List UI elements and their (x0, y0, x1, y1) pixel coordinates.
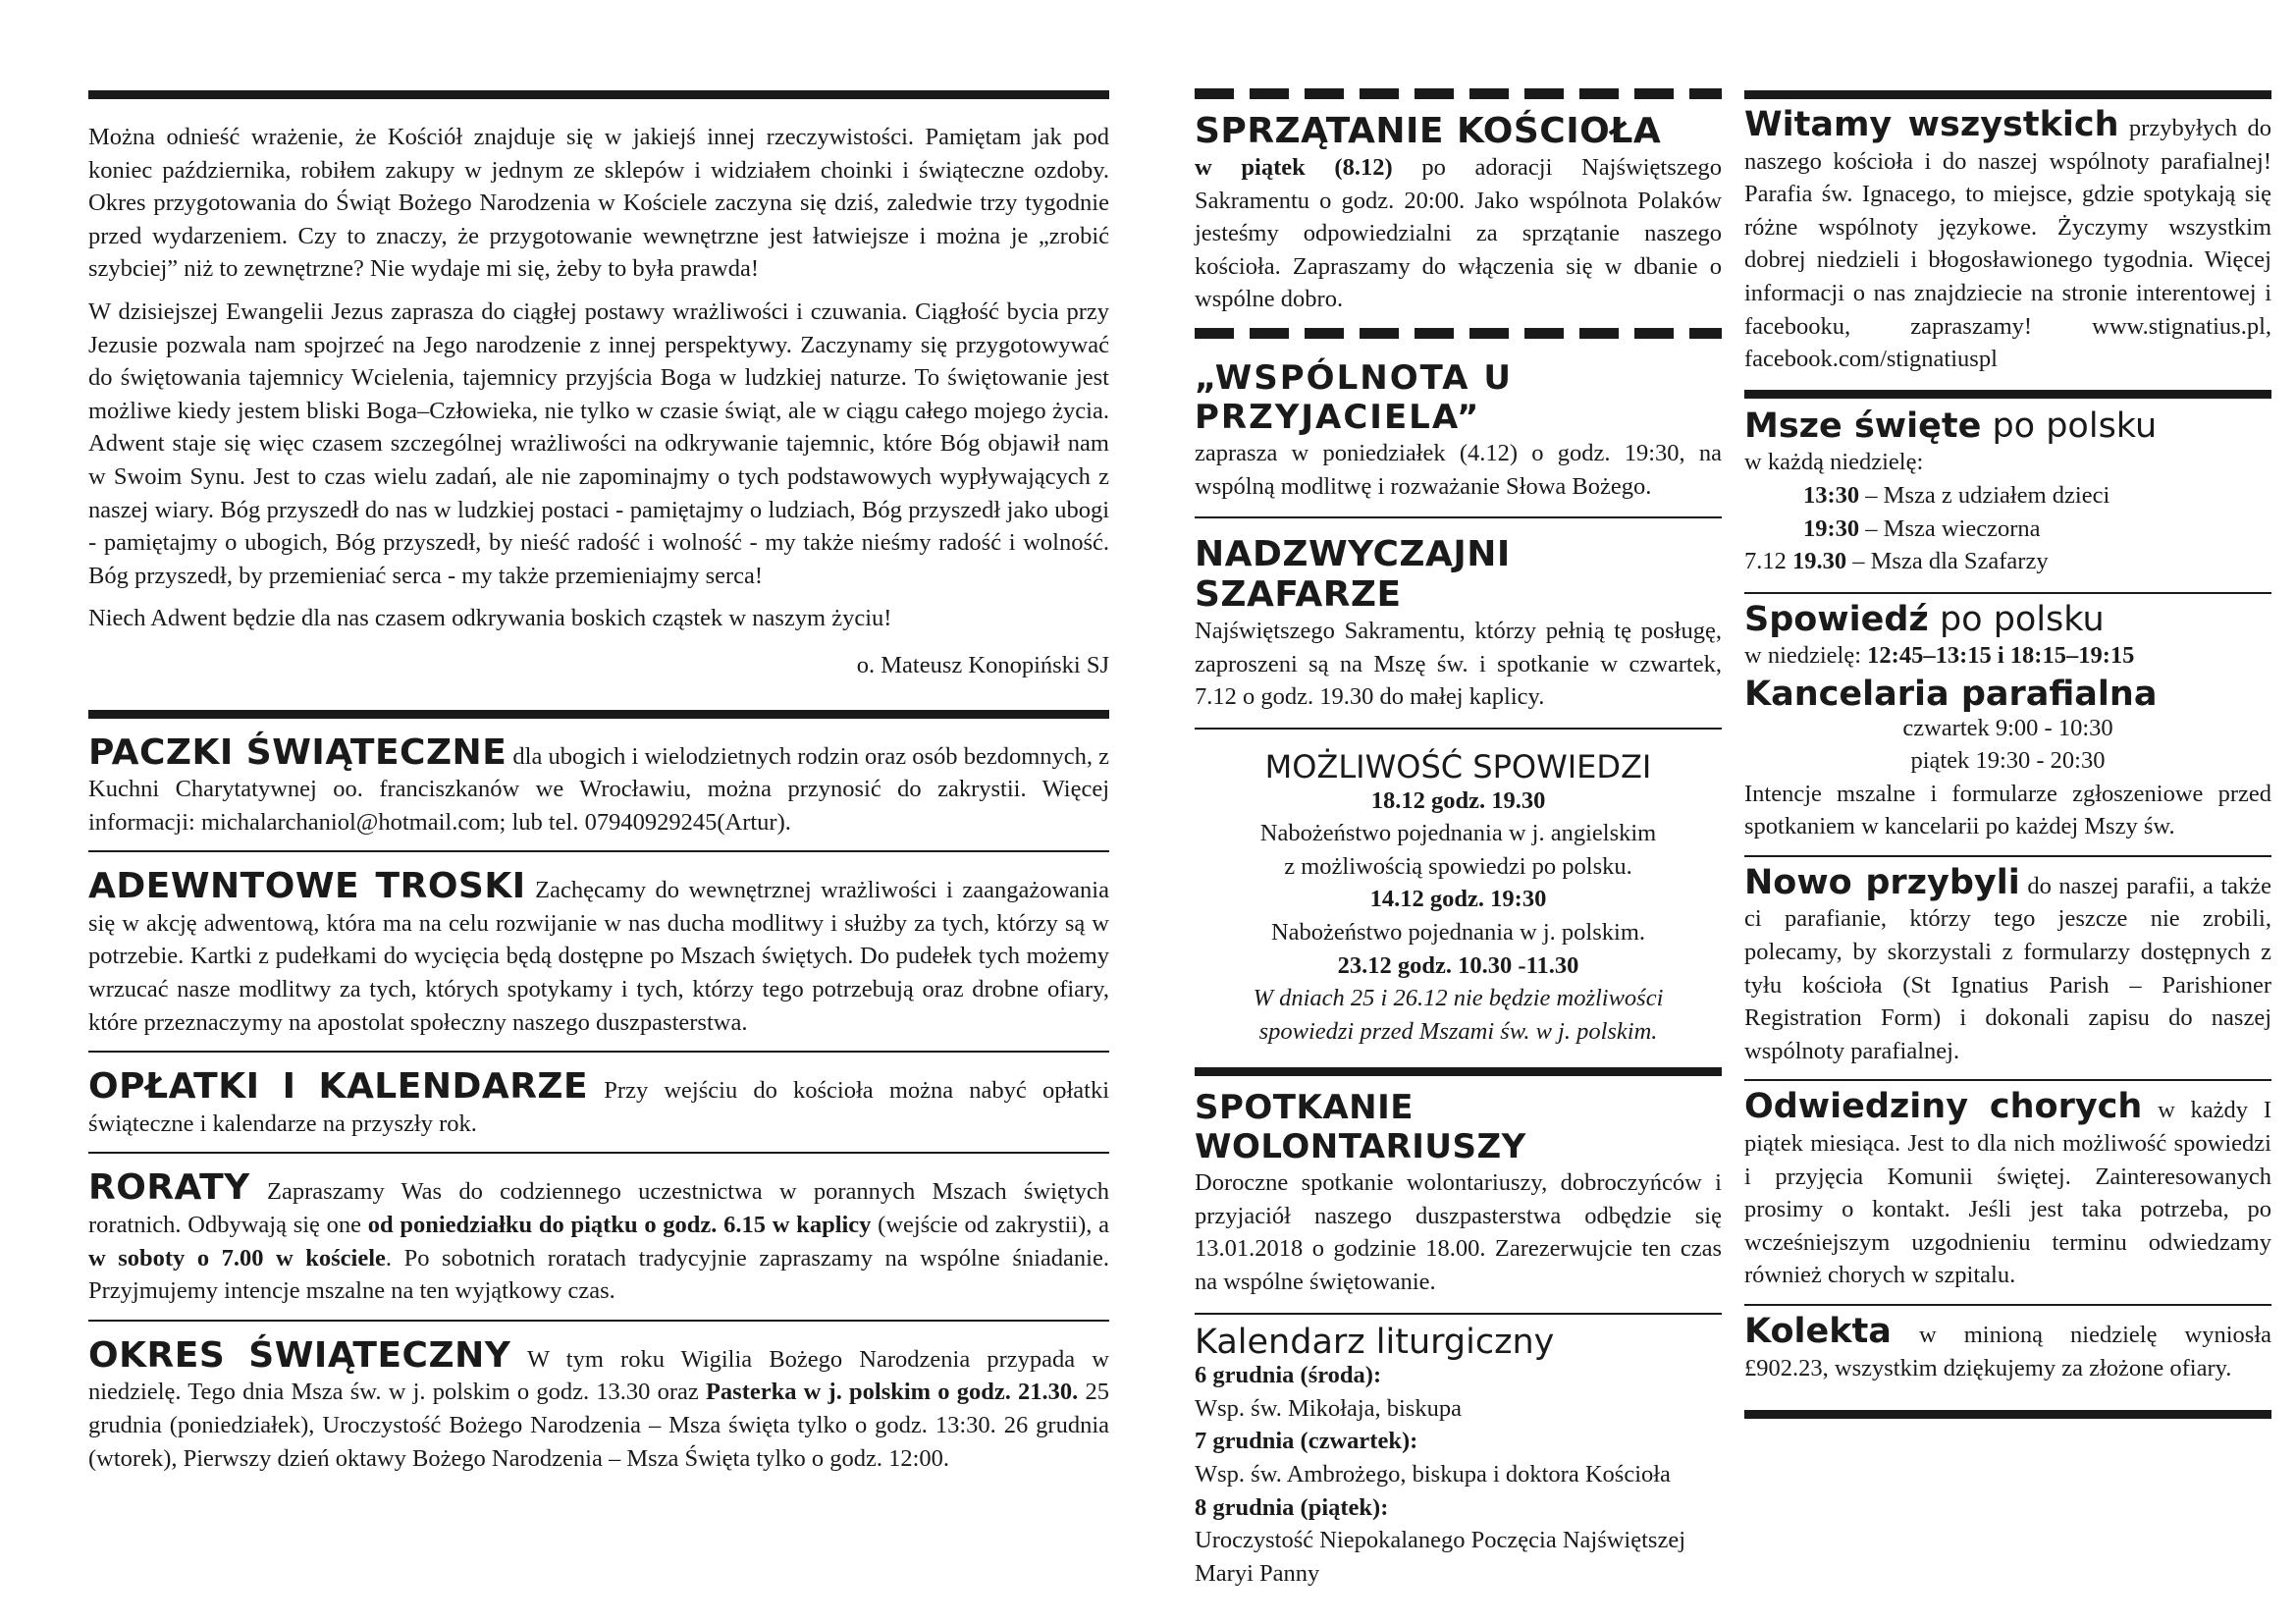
section-title: Msze święte (1744, 406, 1982, 446)
text-line: Nabożeństwo pojednania w j. angielskim (1259, 820, 1657, 847)
section-text: 25 grudnia (poniedziałek), Uroczystość Bożego Narodzenia – Msza święta tylko o godz. 13:30. 26 grudnia (wtorek), Pierwszy dzień oktawy Bożego Narodzenia – Msza Święta tylko o godz. 12:00. (88, 1379, 1109, 1472)
date-line: 14.12 godz. 19:30 (1369, 886, 1547, 913)
dashed-divider (1195, 88, 1722, 99)
section-title: OPŁATKI I KALENDARZE (88, 1066, 589, 1108)
time: 19.30 (1792, 548, 1847, 575)
mass-time-row (1744, 545, 2271, 578)
section-title: Nowo przybyli (1744, 862, 2020, 902)
section-title: Kalendarz liturgiczny (1195, 1322, 1555, 1362)
section-text: dla ubogich i wielodzietnych rodzin oraz osób bezdomnych, z Kuchni Charytatywnej oo. franciszkanów we Wrocławiu, można przynosić do zakrystii. Więcej informacji: michalarchaniol@hotmail.com; lub tel. 07940929245(Artur). (88, 742, 1109, 836)
divider (1744, 390, 2271, 399)
section-text: (wejście od zakrystii), a (871, 1212, 1109, 1239)
mass-label: – Msza dla Szafarzy (1846, 548, 2049, 575)
section-text: . Po sobotnich roratach tradycyjnie zapraszamy na wspólne śniadanie. Przyjmujemy intencje mszalne na ten wyjątkowy czas. (88, 1244, 1109, 1305)
section-roraty (88, 1167, 1109, 1307)
section-text: po adoracji Najświętszego Sakramentu o godz. 20:00. Jako wspólnota Polaków jesteśmy odpowiedzialni za sprzątanie naszego kościoła. Zapraszamy do włączenia się w dbanie o wspólne dobro. (1195, 154, 1722, 313)
signature: o. Mateusz Konopiński SJ (856, 651, 1109, 678)
note-text: W dniach 25 i 26.12 nie będzie możliwości spowiedzi przed Mszami św. w j. polskim. (1253, 985, 1664, 1045)
office-hours: czwartek 9:00 - 10:30 (1902, 714, 2113, 741)
section-title: SPRZĄTANIE KOŚCIOŁA (1195, 111, 1662, 151)
divider (88, 710, 1109, 719)
divider (1744, 1079, 2271, 1081)
intro-paragraph: Można odnieść wrażenie, że Kościół znajduje się w jakiejś innej rzeczywistości. Pamiętam jak pod koniec października, robiłem zakupy w jednym ze sklepów i widziałem choinki i świąteczne ozdoby. Okres przygotowania do Świąt Bożego Narodzenia w Kościele zaczyna się dziś, zaledwie trzy tygodnie przed wydarzeniem. Czy to znaczy, że przygotowanie wewnętrzne jest łatwiejsze i można je „zrobić szybciej” niż to zewnętrzne? Nie wydaje mi się, żeby to była prawda! (88, 124, 1109, 283)
date: 7.12 (1744, 548, 1792, 575)
section-text: Najświętszego Sakramentu, którzy pełnią tę posługę, zaproszeni są na Mszę św. i spotkanie w czwartek, 7.12 o godz. 19.30 do małej kaplicy. (1195, 618, 1722, 711)
divider (1744, 1304, 2271, 1306)
section-text: W tym roku Wigilia Bożego Narodzenia przypada w niedzielę. Tego dnia Msza św. w j. polskim o godz. 13.30 oraz (88, 1345, 1109, 1406)
section-title: OKRES ŚWIĄTECZNY (88, 1334, 511, 1376)
text-line: Uroczystość Niepokalanego Poczęcia Najświętszej Maryi Panny (1195, 1527, 1686, 1587)
section-text: Zapraszamy Was do codziennego uczestnictwa w porannych Mszach świętych roratnich. Odbywają się one (88, 1178, 1109, 1239)
section-troski (88, 866, 1109, 1039)
section-title: Witamy wszystkich (1744, 105, 2119, 144)
mass-time-row (1744, 513, 2271, 546)
section-text: w każdy I piątek miesiąca. Jest to dla nich możliwość spowiedzi i przyjęcia Komunii świętej. Zainteresowanych prosimy o kontakt. Jeśli jest taka potrzeba, po wcześniejszym uzgodnieniu terminu odwiedzamy również chorych w szpitalu. (1744, 1097, 2271, 1289)
section-title: Spowiedź (1744, 599, 1929, 639)
divider (88, 1152, 1109, 1154)
date-line: 8 grudnia (piątek): (1195, 1493, 1389, 1521)
section-title: Odwiedziny chorych (1744, 1087, 2143, 1127)
section-title-light: po polsku (1928, 599, 2105, 639)
section-text: Intencje mszalne i formularze zgłoszeniowe przed spotkaniem w kancelarii po każdej Mszy św. (1744, 780, 2271, 840)
divider (1195, 728, 1722, 730)
section-szafarze (1195, 534, 1722, 714)
bold-text: Pasterka w j. polskim o godz. 21.30. (705, 1379, 1079, 1406)
date-line: 18.12 godz. 19.30 (1370, 786, 1546, 814)
section-kolekta (1744, 1312, 2271, 1384)
divider (1195, 1067, 1722, 1076)
time: 13:30 (1803, 481, 1860, 509)
mass-label: – Msza z udziałem dzieci (1859, 481, 2110, 509)
office-hours: piątek 19:30 - 20:30 (1910, 747, 2106, 775)
section-msze (1744, 406, 2271, 578)
section-nowo (1744, 862, 2271, 1068)
intro-paragraph: W dzisiejszej Ewangelii Jezus zaprasza do ciągłej postawy wrażliwości i czuwania. Ciągłość bycia przy Jezusie pozwala nam spojrzeć na Jego narodzenie z innej perspektywy. Zaczynamy się przygotowywać do świętowania tajemnicy Wcielenia, tajemnicy przyjścia Boga w ludzkiej naturze. To świętowanie jest możliwe kiedy jestem bliski Boga–Człowieka, nie tylko w czasie świąt, ale w ciągu całego mojego życia. Adwent staje się więc czasem szczególnej wrażliwości na odkrywanie tajemnic, które Bóg objawił nam w Swoim Synu. Jest to czas wielu zadań, ale nie zapominajmy o tych podstawowych wypływających z naszej wiary. Bóg przyszedł do nas w ludzkiej postaci - pamiętajmy o ludziach, Bóg przyszedł jako ubogi - pamiętajmy o ubogich, Bóg przyszedł, by nieść radość i wolność - my także nieśmy radość i wolność. Bóg przyszedł, by przemieniać serca - my także przemieniajmy serca! (88, 298, 1109, 589)
date-line: 7 grudnia (czwartek): (1195, 1428, 1418, 1455)
section-title: Kancelaria parafialna (1744, 674, 2158, 714)
section-kancelaria (1744, 674, 2271, 843)
divider (1195, 1313, 1722, 1315)
section-okres (88, 1334, 1109, 1475)
section-title: „WSPÓLNOTA U PRZYJACIELA” (1195, 357, 1513, 437)
section-text: zaprasza w poniedziałek (4.12) o godz. 19:30, na wspólną modlitwę i rozważanie Słowa Bożego. (1195, 439, 1722, 500)
divider (1744, 592, 2271, 594)
column-right (1744, 0, 2271, 1419)
section-witamy (1744, 105, 2271, 376)
divider (1744, 1410, 2271, 1419)
section-spowiedz-polsku (1744, 599, 2271, 673)
divider (88, 1051, 1109, 1053)
text-line (1744, 639, 2271, 673)
section-oplatki (88, 1066, 1110, 1140)
date-line: 23.12 godz. 10.30 -11.30 (1337, 951, 1579, 979)
section-title: PACZKI ŚWIĄTECZNE (88, 731, 507, 773)
divider (1744, 855, 2271, 857)
text-line: Wsp. św. Ambrożego, biskupa i doktora Kościoła (1195, 1461, 1671, 1489)
column-middle (1195, 0, 1722, 1590)
bold-text: od poniedziałku do piątku o godz. 6.15 w kaplicy (367, 1212, 872, 1239)
divider (88, 90, 1109, 99)
section-sprzatanie (1195, 111, 1722, 316)
text-line: Wsp. św. Mikołaja, biskupa (1195, 1394, 1462, 1422)
divider (88, 850, 1109, 852)
divider (1195, 516, 1722, 518)
section-text: Doroczne spotkanie wolontariuszy, dobroczyńców i przyjaciół naszego duszpasterstwa odbędzie się 13.01.2018 o godzinie 18.00. Zarezerwujcie ten czas na wspólne świętowanie. (1195, 1169, 1722, 1296)
section-text: przybyłych do naszego kościoła i do naszej wspólnoty parafialnej! Parafia św. Ignacego, to miejsce, gdzie spotykają się różne wspólnoty językowe. Życzymy wszystkim dobrej niedzieli i błogosławionego tygodnia. Więcej informacji o nas znajdziecie na stronie interentowej i facebooku, zapraszamy! www.stignatius.pl, facebook.com/stignatiuspl (1744, 115, 2271, 373)
mass-label: – Msza wieczorna (1859, 514, 2041, 542)
bold-text: w piątek (8.12) (1195, 154, 1393, 181)
time: 19:30 (1803, 514, 1860, 542)
text-line: Nabożeństwo pojednania w j. polskim. (1270, 918, 1646, 946)
section-title: NADZWYCZAJNI SZAFARZE (1195, 534, 1511, 616)
text-line: z możliwością spowiedzi po polsku. (1284, 852, 1632, 880)
section-title: RORATY (88, 1167, 250, 1209)
section-paczki (88, 731, 1109, 839)
time: 12:45–13:15 i 18:15–19:15 (1867, 642, 2135, 670)
section-kalendarz (1195, 1322, 1722, 1591)
section-spowiedz (1195, 747, 1722, 1048)
section-title: SPOTKANIE WOLONTARIUSZY (1195, 1088, 1526, 1167)
section-text: w minioną niedzielę wyniosła £902.23, wszystkim dziękujemy za złożone ofiary. (1744, 1322, 2271, 1381)
section-title-light: po polsku (1981, 406, 2158, 446)
section-title: Kolekta (1744, 1312, 1892, 1351)
section-wspolnota (1195, 358, 1722, 503)
section-chorzy (1744, 1087, 2271, 1292)
section-text: Zachęcamy do wewnętrznej wrażliwości i zaangażowania się w akcję adwentową, która ma na celu rozwijanie w nas ducha modlitwy i służby za tych, którzy są w potrzebie. Kartki z pudełkami do wycięcia będą dostępne po Mszach świętych. Do pudełek tych możemy wrzucać nasze modlitwy za tych, których spotykamy i tych, którzy tego potrzebują oraz drobne ofiary, które przeznaczymy na apostolat społeczny naszego duszpasterstwa. (88, 877, 1109, 1036)
date-line: 6 grudnia (środa): (1195, 1362, 1382, 1389)
intro-paragraph: Niech Adwent będzie dla nas czasem odkrywania boskich cząstek w naszym życiu! (88, 605, 892, 632)
divider (1744, 90, 2271, 99)
section-text (1195, 151, 1722, 316)
mass-time-row (1744, 479, 2271, 513)
column-left (88, 0, 1109, 1475)
text: w niedzielę: (1744, 642, 1868, 670)
section-text: do naszej parafii, a także ci parafianie, którzy tego jeszcze nie zrobili, polecamy, by skorzystali z formularzy dostępnych z tyłu kościoła (St Ignatius Parish – Parishioner Registration Form) i dokonali zapisu do naszej wspólnoty parafialnej. (1744, 872, 2271, 1064)
text-line: w każdą niedzielę: (1744, 449, 1924, 476)
divider (88, 1320, 1109, 1322)
intro-article (88, 121, 1109, 682)
section-title: ADEWNTOWE TROSKI (88, 866, 526, 907)
section-wolontariusze (1195, 1088, 1722, 1298)
dashed-divider (1195, 328, 1722, 339)
section-title: MOŻLIWOŚĆ SPOWIEDZI (1264, 747, 1652, 785)
section-text: Przy wejściu do kościoła można nabyć opłatki świąteczne i kalendarze na przyszły rok. (88, 1077, 1110, 1137)
bold-text: w soboty o 7.00 w kościele (88, 1244, 386, 1272)
